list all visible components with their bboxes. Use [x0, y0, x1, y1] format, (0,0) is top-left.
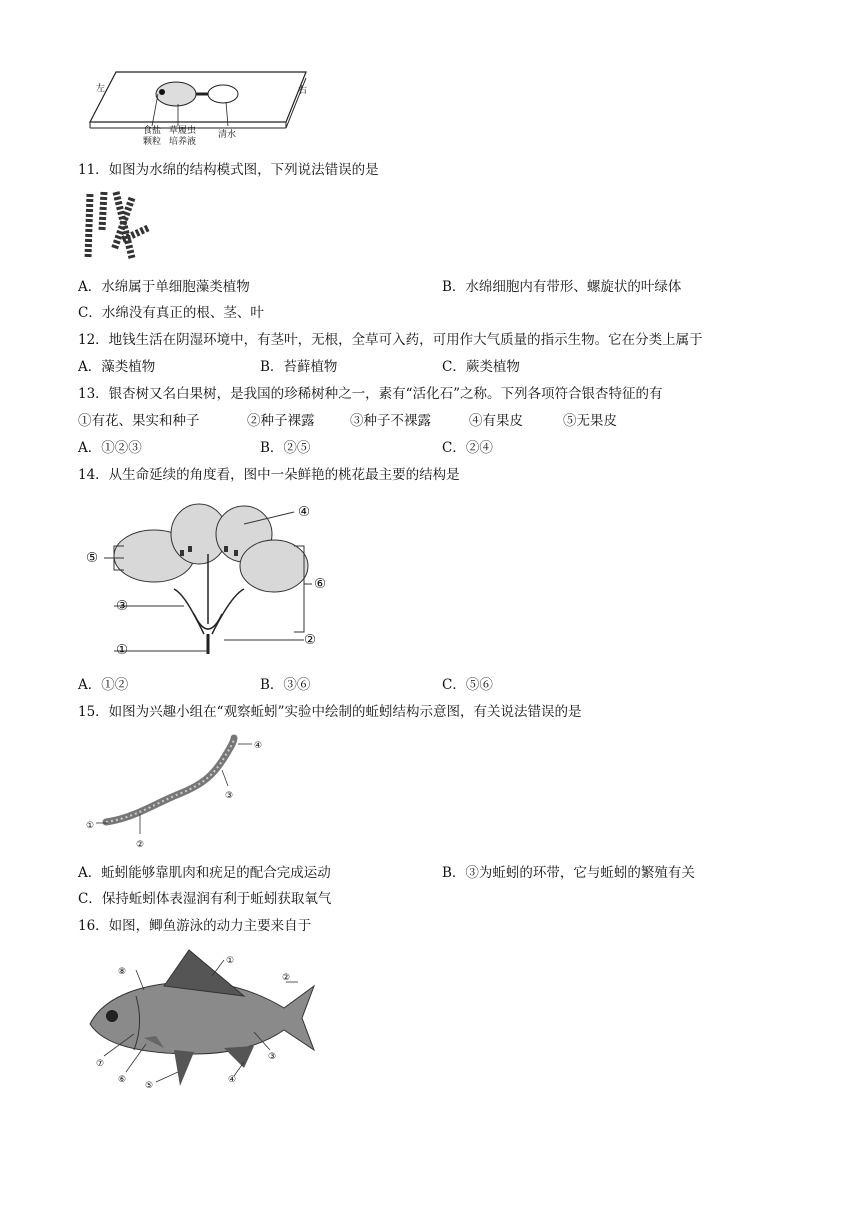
q14-option-b[interactable]: B．③⑥: [260, 677, 311, 693]
q13-item-5: ⑤无果皮: [563, 413, 617, 429]
fish-label-7: ⑦: [96, 1059, 105, 1069]
q13-item-2: ②种子裸露: [247, 413, 315, 429]
worm-label-2: ②: [136, 840, 145, 850]
worm-label-3: ③: [225, 791, 234, 801]
slide-label-culture-1: 草履虫: [169, 126, 197, 136]
worm-label-4: ④: [254, 741, 263, 751]
q12-option-b[interactable]: B．苔藓植物: [260, 359, 338, 375]
q15-option-c[interactable]: C．保持蚯蚓体表湿润有利于蚯蚓获取氧气: [78, 891, 332, 907]
q12-option-c[interactable]: C．蕨类植物: [442, 359, 520, 375]
flower-label-1: ①: [116, 642, 129, 658]
fish-label-8: ⑧: [118, 967, 127, 977]
fish-label-3: ③: [268, 1052, 277, 1062]
q16-stem: 16．如图，鲫鱼游泳的动力主要来自于: [78, 918, 312, 934]
q11-option-b[interactable]: B．水绵细胞内有带形、螺旋状的叶绿体: [442, 279, 682, 295]
slide-right-label: 右: [298, 86, 308, 96]
peach-flower-figure: [84, 494, 334, 664]
flower-label-4: ④: [298, 504, 311, 520]
flower-label-3: ③: [116, 598, 129, 614]
worm-label-1: ①: [86, 821, 95, 831]
slide-label-salt-1: 食盐: [143, 126, 162, 136]
q13-stem: 13．银杏树又名白果树，是我国的珍稀树种之一，素有“活化石”之称。下列各项符合银杏特征的有: [78, 386, 663, 402]
q13-option-b[interactable]: B．②⑤: [260, 440, 311, 456]
slide-label-culture-2: 培养液: [169, 137, 197, 147]
q11-option-c[interactable]: C．水绵没有真正的根、茎、叶: [78, 305, 264, 321]
q13-item-1: ①有花、果实和种子: [78, 413, 200, 429]
q14-option-a[interactable]: A．①②: [78, 677, 129, 693]
q15-option-b[interactable]: B．③为蚯蚓的环带，它与蚯蚓的繁殖有关: [442, 865, 695, 881]
slide-left-label: 左: [96, 84, 106, 94]
q13-option-a[interactable]: A．①②③: [78, 440, 142, 456]
spirogyra-figure: [82, 190, 158, 262]
q12-stem: 12．地钱生活在阴湿环境中，有茎叶，无根，全草可入药，可用作大气质量的指示生物。它在分类上属于: [78, 332, 703, 348]
fish-label-5: ⑤: [145, 1081, 154, 1091]
q14-option-c[interactable]: C．⑤⑥: [442, 677, 493, 693]
q13-item-3: ③种子不裸露: [350, 413, 431, 429]
q15-stem: 15．如图为兴趣小组在“观察蚯蚓”实验中绘制的蚯蚓结构示意图，有关说法错误的是: [78, 704, 582, 720]
q13-item-4: ④有果皮: [469, 413, 523, 429]
flower-label-5: ⑤: [86, 550, 99, 566]
q11-stem: 11．如图为水绵的结构模式图，下列说法错误的是: [78, 162, 379, 178]
flower-label-6: ⑥: [314, 576, 327, 592]
earthworm-figure: [84, 734, 254, 834]
q14-stem: 14．从生命延续的角度看，图中一朵鲜艳的桃花最主要的结构是: [78, 467, 460, 483]
flower-label-2: ②: [304, 632, 317, 648]
fish-label-6: ⑥: [118, 1075, 127, 1085]
q13-option-c[interactable]: C．②④: [442, 440, 493, 456]
fish-label-2: ②: [282, 973, 291, 983]
q12-option-a[interactable]: A．藻类植物: [78, 359, 156, 375]
slide-label-salt-2: 颗粒: [143, 137, 162, 147]
q15-option-a[interactable]: A．蚯蚓能够靠肌肉和疣足的配合完成运动: [78, 865, 331, 881]
slide-experiment-figure: [86, 66, 316, 156]
q11-option-a[interactable]: A．水绵属于单细胞藻类植物: [78, 279, 250, 295]
slide-label-water: 清水: [218, 130, 237, 140]
fish-label-4: ④: [228, 1075, 237, 1085]
fish-label-1: ①: [226, 956, 235, 966]
